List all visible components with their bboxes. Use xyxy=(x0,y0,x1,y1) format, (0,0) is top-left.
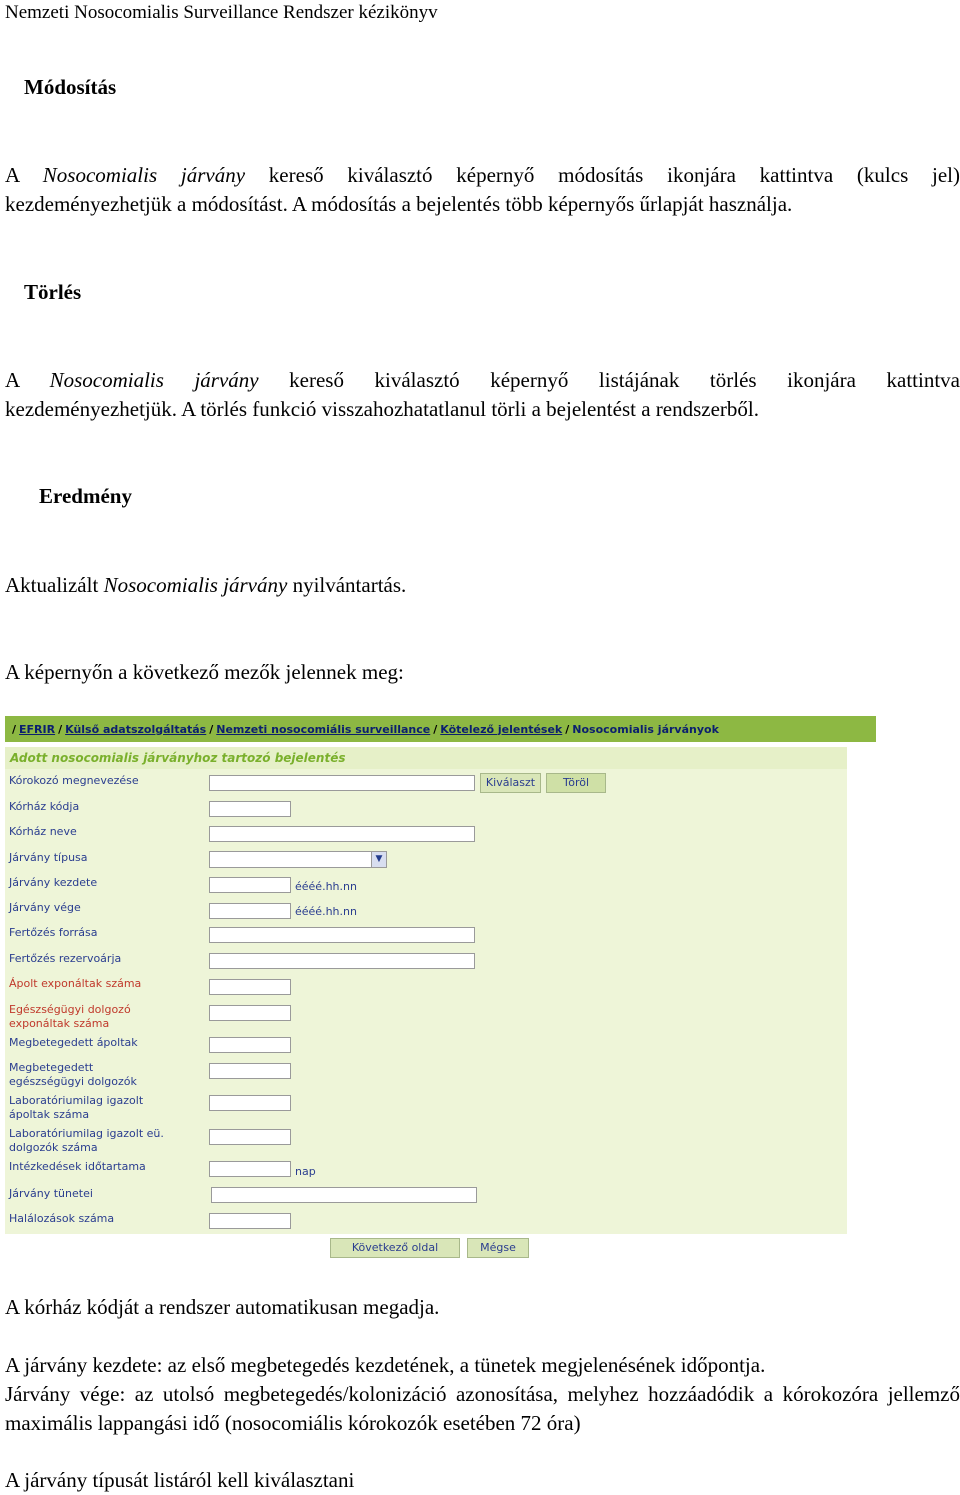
breadcrumb-kulso[interactable]: Külső adatszolgáltatás xyxy=(65,722,207,736)
label-apolt-exponalt: Ápolt exponáltak száma xyxy=(9,977,142,990)
label-korhaz-nev: Kórház neve xyxy=(9,825,77,838)
breadcrumb-separator: / xyxy=(433,722,438,736)
intezkedes-input[interactable] xyxy=(209,1161,291,1177)
label-line: exponáltak száma xyxy=(9,1017,110,1030)
label-jarvany-vege: Járvány vége xyxy=(9,901,81,914)
label-jarvany-kezdete: Járvány kezdete xyxy=(9,876,98,889)
chevron-down-icon[interactable]: ▼ xyxy=(371,852,386,867)
label-labor-eu xyxy=(9,1127,164,1155)
kovetkezo-oldal-button[interactable]: Következő oldal xyxy=(330,1238,460,1258)
breadcrumb-current: Nosocomialis járványok xyxy=(572,722,719,736)
label-korokozo: Kórokozó megnevezése xyxy=(9,774,139,787)
label-labor-apoltak xyxy=(9,1094,143,1122)
breadcrumb-kotelezo[interactable]: Kötelező jelentések xyxy=(440,722,563,736)
label-line: Laboratóriumilag igazolt xyxy=(9,1094,144,1107)
label-megbetegedett-dolgozok xyxy=(9,1061,137,1089)
heading-modositas: Módosítás xyxy=(24,75,117,99)
label-line: Egészségügyi dolgozó xyxy=(9,1003,131,1016)
paragraph-torles-line1: A Nosocomialis járvány kereső kiválasztó képernyő listájának törlés ikonjára kattintva xyxy=(5,368,960,392)
megbetegedett-dolgozok-input[interactable] xyxy=(209,1063,291,1079)
label-jarvany-tipus: Járvány típusa xyxy=(9,851,88,864)
jarvany-vege-input[interactable] xyxy=(209,903,291,919)
date-format-hint: éééé.hh.nn xyxy=(295,905,357,918)
breadcrumb-separator: / xyxy=(58,722,63,736)
paragraph-modositas-line1: A Nosocomialis járvány kereső kiválasztó képernyő módosítás ikonjára kattintva (kulcs jel) xyxy=(5,163,960,187)
paragraph-eredmeny-line1: Aktualizált Nosocomialis járvány nyilvántartás. xyxy=(5,573,407,597)
label-intezkedes: Intézkedések időtartama xyxy=(9,1160,146,1173)
label-line: Laboratóriumilag igazolt eü. xyxy=(9,1127,164,1140)
document-header: Nemzeti Nosocomialis Surveillance Rendszer kézikönyv xyxy=(5,2,438,23)
halalozas-input[interactable] xyxy=(209,1213,291,1229)
apolt-exponalt-input[interactable] xyxy=(209,979,291,995)
paragraph-jarvany-kezdete: A járvány kezdete: az első megbetegedés kezdetének, a tünetek megjelenésének időpontja. xyxy=(5,1353,766,1377)
korhaz-kod-input[interactable] xyxy=(209,801,291,817)
jarvany-tipus-select[interactable] xyxy=(209,851,387,868)
fertozes-rezervoar-input[interactable] xyxy=(209,953,475,969)
label-line: egészségügyi dolgozók xyxy=(9,1075,137,1088)
paragraph-modositas-line2: kezdeményezhetjük a módosítást. A módosítás a bejelentés több képernyős űrlapját használja. xyxy=(5,192,793,216)
paragraph-torles-line2: kezdeményezhetjük. A törlés funkció visszahozhatatlanul törli a bejelentést a rendszerből. xyxy=(5,397,759,421)
label-line: ápoltak száma xyxy=(9,1108,90,1121)
label-megbetegedett-apoltak: Megbetegedett ápoltak xyxy=(9,1036,138,1049)
tunetei-input[interactable] xyxy=(211,1187,477,1203)
label-line: dolgozók száma xyxy=(9,1141,98,1154)
korhaz-nev-input[interactable] xyxy=(209,826,475,842)
unit-nap: nap xyxy=(295,1165,316,1178)
labor-apoltak-input[interactable] xyxy=(209,1095,291,1111)
label-tunetei: Járvány tünetei xyxy=(9,1187,93,1200)
label-fertozes-rezervoar: Fertőzés rezervoárja xyxy=(9,952,122,965)
paragraph-fields-intro: A képernyőn a következő mezők jelennek meg: xyxy=(5,660,404,684)
kivalaszt-button[interactable]: Kiválaszt xyxy=(480,773,541,793)
megbetegedett-apoltak-input[interactable] xyxy=(209,1037,291,1053)
form-title: Adott nosocomialis járványhoz tartozó bejelentés xyxy=(5,747,847,769)
form-panel xyxy=(5,769,847,1234)
breadcrumb-nnsr[interactable]: Nemzeti nosocomiális surveillance xyxy=(216,722,431,736)
breadcrumb-separator: / xyxy=(12,722,17,736)
labor-eu-input[interactable] xyxy=(209,1129,291,1145)
jarvany-kezdete-input[interactable] xyxy=(209,877,291,893)
paragraph-jarvany-vege: Járvány vége: az utolsó megbetegedés/kolonizáció azonosítása, melyhez hozzáadódik a kórokozóra jellemző maximális lappangási idő (nosocomiális kórokozók esetében 72 óra) xyxy=(5,1382,960,1435)
korokozo-input[interactable] xyxy=(209,775,475,791)
label-korhaz-kod: Kórház kódja xyxy=(9,800,80,813)
breadcrumb-efrir[interactable]: EFRIR xyxy=(19,722,56,736)
breadcrumb-separator: / xyxy=(565,722,570,736)
paragraph-jarvany-tipus: A járvány típusát listáról kell kiválasztani xyxy=(5,1468,355,1492)
label-halalozas: Halálozások száma xyxy=(9,1212,115,1225)
egeszsegugyi-exponalt-input[interactable] xyxy=(209,1005,291,1021)
breadcrumb-separator: / xyxy=(209,722,214,736)
paragraph-korhaz-kod: A kórház kódját a rendszer automatikusan megadja. xyxy=(5,1295,440,1319)
breadcrumb xyxy=(5,716,876,742)
megse-button[interactable]: Mégse xyxy=(467,1238,529,1258)
torol-button[interactable]: Töröl xyxy=(546,773,606,793)
date-format-hint: éééé.hh.nn xyxy=(295,880,357,893)
heading-eredmeny: Eredmény xyxy=(39,484,132,508)
label-line: Megbetegedett xyxy=(9,1061,94,1074)
label-fertozes-forrasa: Fertőzés forrása xyxy=(9,926,98,939)
heading-torles: Törlés xyxy=(24,280,82,304)
label-egeszsegugyi-exponalt xyxy=(9,1003,131,1031)
fertozes-forrasa-input[interactable] xyxy=(209,927,475,943)
embedded-form-screenshot xyxy=(5,716,877,1262)
